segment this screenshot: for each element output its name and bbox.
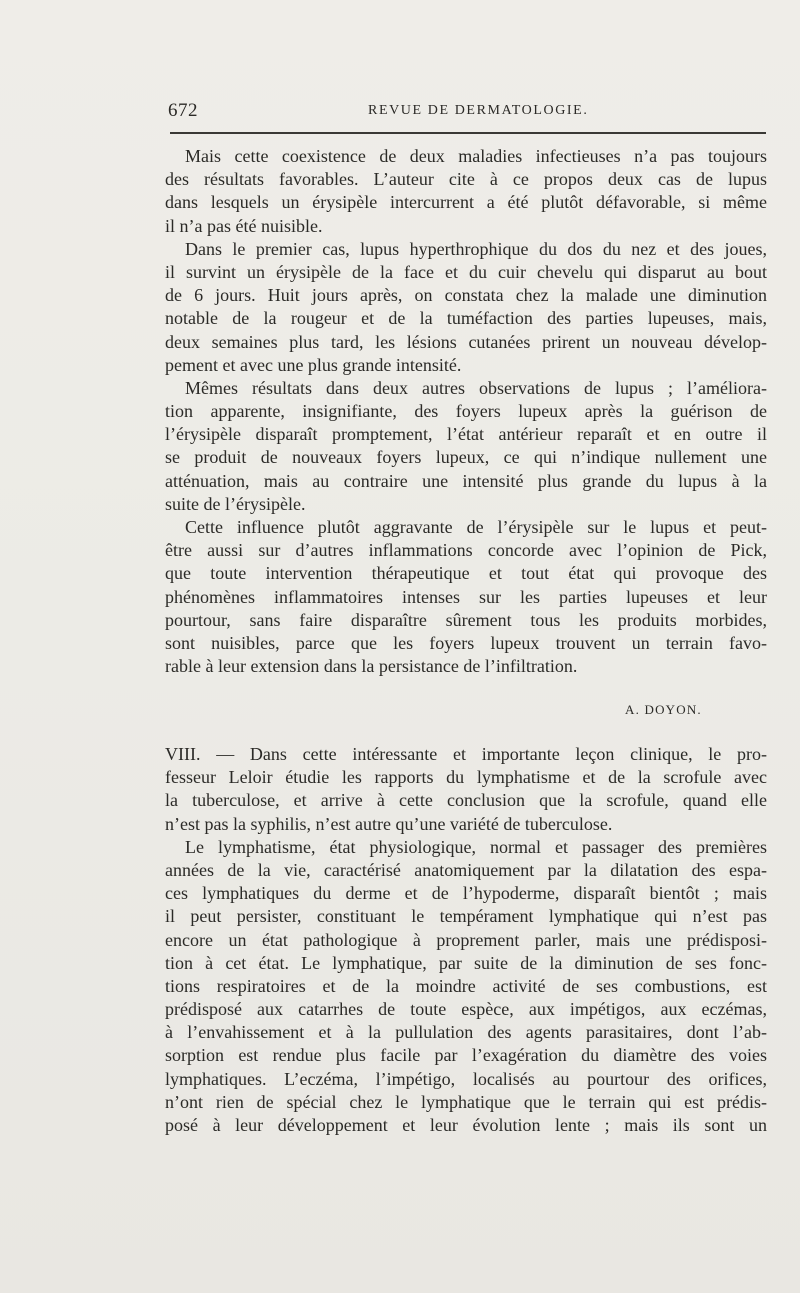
text-line: Cette influence plutôt aggravante de l’érysipèle sur le lupus et peut- xyxy=(185,517,767,537)
text-line: n’ont rien de spécial chez le lymphatique que le terrain qui est prédis- xyxy=(165,1091,767,1112)
text-line: suite de l’érysipèle. xyxy=(165,493,306,514)
text-line: VIII. — Dans cette intéressante et importante leçon clinique, le pro- xyxy=(165,744,767,764)
text-line: il n’a pas été nuisible. xyxy=(165,215,323,236)
page-number: 672 xyxy=(168,100,198,121)
page-header xyxy=(168,100,766,124)
text-line: prédisposé aux catarrhes de toute espèce, aux impétigos, aux eczémas, xyxy=(165,999,767,1020)
text-line: encore un état pathologique à proprement parler, mais une prédisposi- xyxy=(165,929,767,950)
text-line: pourtour, sans faire disparaître sûrement tous les produits morbides, xyxy=(165,609,767,630)
text-line: que toute intervention thérapeutique et tout état qui provoque des xyxy=(165,563,767,584)
article-section-viii xyxy=(165,743,767,1137)
text-line: lymphatiques. L’eczéma, l’impétigo, localisés au pourtour des orifices, xyxy=(165,1068,767,1089)
text-line: Mais cette coexistence de deux maladies infectieuses n’a pas toujours xyxy=(185,146,767,166)
text-line: tion apparente, insignifiante, des foyers lupeux après la guérison de xyxy=(165,401,767,422)
text-line: années de la vie, caractérisé anatomiquement par la dilatation des espa- xyxy=(165,859,767,880)
text-line: des résultats favorables. L’auteur cite à ce propos deux cas de lupus xyxy=(165,169,767,190)
text-line: n’est pas la syphilis, n’est autre qu’une variété de tuberculose. xyxy=(165,813,613,834)
text-line: posé à leur développement et leur évolution lente ; mais ils sont un xyxy=(165,1115,767,1135)
text-line: sont nuisibles, parce que les foyers lupeux trouvent un terrain favo- xyxy=(165,632,767,653)
text-line: il peut persister, constituant le tempérament lymphatique qui n’est pas xyxy=(165,906,767,927)
text-line: sorption est rendue plus facile par l’exagération du diamètre des voies xyxy=(165,1045,767,1066)
text-line: il survint un érysipèle de la face et du cuir chevelu qui disparut au bout xyxy=(165,261,767,282)
text-line: ces lymphatiques du derme et de l’hypoderme, disparaît bientôt ; mais xyxy=(165,883,767,904)
article-section-doyon xyxy=(165,145,767,678)
text-line: fesseur Leloir étudie les rapports du lymphatisme et de la scrofule avec xyxy=(165,767,767,788)
text-line: tion à cet état. Le lymphatique, par suite de la diminution de ses fonc- xyxy=(165,952,767,973)
text-line: de 6 jours. Huit jours après, on constata chez la malade une diminution xyxy=(165,285,767,306)
text-line: phénomènes inflammatoires intenses sur les parties lupeuses et leur xyxy=(165,586,767,607)
text-line: atténuation, mais au contraire une intensité plus grande du lupus à la xyxy=(165,470,767,491)
text-line: être aussi sur d’autres inflammations concorde avec l’opinion de Pick, xyxy=(165,540,767,561)
text-line: dans lesquels un érysipèle intercurrent a été plutôt défavorable, si même xyxy=(165,192,767,213)
text-line: rable à leur extension dans la persistance de l’infiltration. xyxy=(165,656,578,677)
text-line: notable de la rougeur et de la tuméfaction des parties lupeuses, mais, xyxy=(165,308,767,329)
text-line: la tuberculose, et arrive à cette conclusion que la scrofule, quand elle xyxy=(165,790,767,811)
text-line: l’érysipèle disparaît promptement, l’état antérieur reparaît et en outre il xyxy=(165,424,767,445)
text-line: Dans le premier cas, lupus hyperthrophique du dos du nez et des joues, xyxy=(185,238,767,259)
header-rule xyxy=(170,132,766,134)
running-title: REVUE DE DERMATOLOGIE. xyxy=(368,103,589,118)
author-signature: A. DOYON. xyxy=(625,702,702,717)
text-line: se produit de nouveaux foyers lupeux, ce qui n’indique nullement une xyxy=(165,447,767,468)
text-line: Mêmes résultats dans deux autres observations de lupus ; l’améliora- xyxy=(185,377,767,398)
text-line: Le lymphatisme, état physiologique, normal et passager des premières xyxy=(185,836,767,857)
text-line: deux semaines plus tard, les lésions cutanées prirent un nouveau dévelop- xyxy=(165,331,767,352)
text-line: pement et avec une plus grande intensité. xyxy=(165,354,462,375)
text-line: tions respiratoires et de la moindre activité de ses combustions, est xyxy=(165,975,767,996)
text-line: à l’envahissement et à la pullulation des agents parasitaires, dont l’ab- xyxy=(165,1022,767,1043)
